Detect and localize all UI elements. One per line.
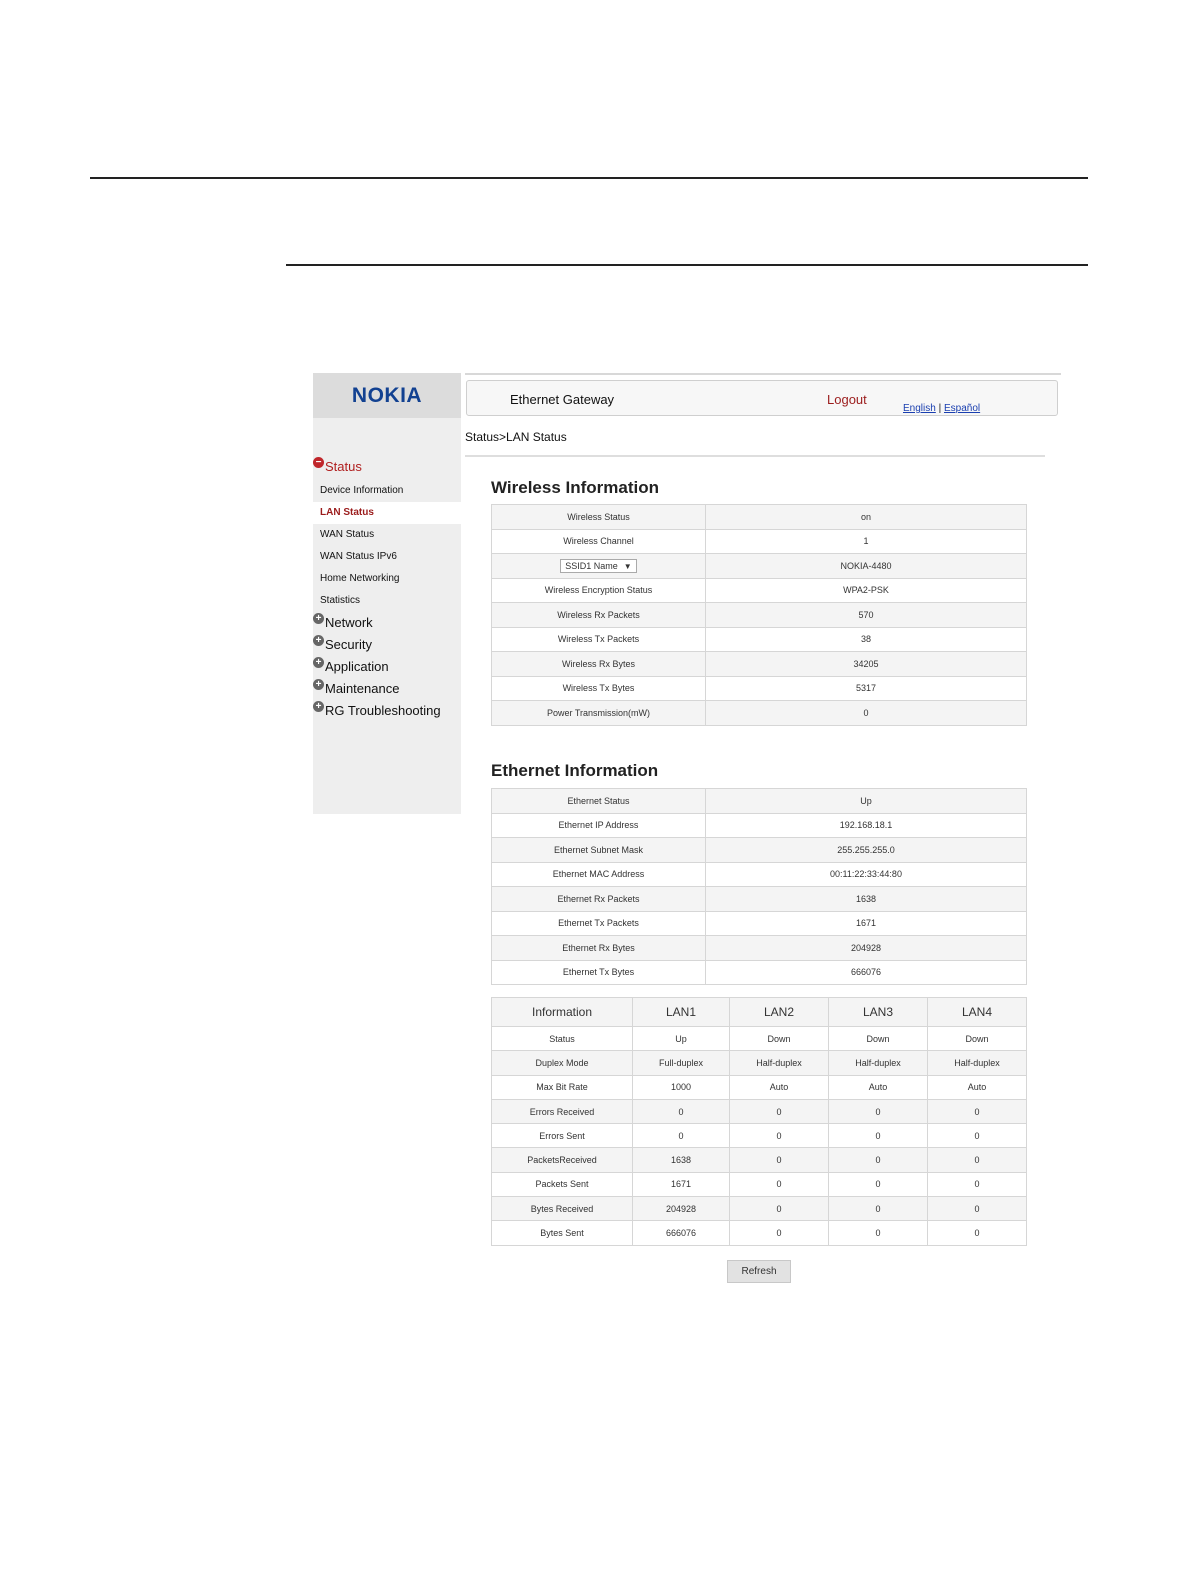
- row-label: Packets Sent: [492, 1172, 633, 1196]
- breadcrumb: Status>LAN Status: [465, 430, 567, 444]
- cell-value: 0: [829, 1172, 928, 1196]
- refresh-button[interactable]: Refresh: [727, 1260, 791, 1283]
- cell-value: Down: [730, 1027, 829, 1051]
- table-row: [492, 911, 1027, 936]
- cell-value: 0: [928, 1124, 1027, 1148]
- nav-maintenance[interactable]: [313, 681, 399, 696]
- cell-value: 0: [829, 1099, 928, 1123]
- table-row: [492, 936, 1027, 961]
- row-value: Up: [706, 789, 1027, 814]
- table-row: [492, 652, 1027, 677]
- nav-maintenance-label: Maintenance: [325, 681, 400, 696]
- row-value: 666076: [706, 960, 1027, 985]
- sidebar-item-home-networking[interactable]: Home Networking: [320, 573, 400, 584]
- nav-network-label: Network: [325, 615, 373, 630]
- row-label: Ethernet Status: [492, 789, 706, 814]
- ethernet-table: [491, 788, 1027, 985]
- column-header: Information: [492, 998, 633, 1027]
- row-label: Power Transmission(mW): [492, 701, 706, 726]
- cell-value: Half-duplex: [829, 1051, 928, 1075]
- nav-network[interactable]: [313, 615, 373, 630]
- table-row: [492, 1148, 1027, 1172]
- table-row: [492, 887, 1027, 912]
- nav-application-label: Application: [325, 659, 389, 674]
- nokia-logo: NOKIA: [351, 383, 423, 407]
- column-header: LAN1: [633, 998, 730, 1027]
- gateway-title: Ethernet Gateway: [510, 392, 615, 407]
- table-row: [492, 960, 1027, 985]
- cell-value: 0: [730, 1172, 829, 1196]
- row-value: 1: [706, 529, 1027, 554]
- header-bar: [466, 380, 1058, 416]
- ssid-cell: [492, 554, 706, 579]
- nav-rg-troubleshooting[interactable]: [313, 703, 441, 718]
- row-label: Ethernet Tx Bytes: [492, 960, 706, 985]
- minus-circle-icon: −: [313, 457, 324, 468]
- lang-separator: |: [938, 403, 942, 414]
- table-row: [492, 813, 1027, 838]
- table-row: [492, 701, 1027, 726]
- chevron-down-icon: ▼: [623, 561, 632, 571]
- column-header: LAN3: [829, 998, 928, 1027]
- row-label: Status: [492, 1027, 633, 1051]
- row-label: Wireless Rx Packets: [492, 603, 706, 628]
- table-row: [492, 1197, 1027, 1221]
- nav-security[interactable]: [313, 637, 372, 652]
- cell-value: Auto: [928, 1075, 1027, 1099]
- top-divider: [465, 373, 1061, 375]
- nav-application[interactable]: [313, 659, 389, 674]
- table-row: [492, 1124, 1027, 1148]
- plus-circle-icon: +: [313, 613, 324, 624]
- row-label: PacketsReceived: [492, 1148, 633, 1172]
- ethernet-section-title: Ethernet Information: [491, 761, 659, 780]
- row-value: 1671: [706, 911, 1027, 936]
- row-value: NOKIA-4480: [706, 554, 1027, 579]
- cell-value: Down: [829, 1027, 928, 1051]
- row-value: 204928: [706, 936, 1027, 961]
- logo-area: [313, 373, 461, 418]
- logout-link[interactable]: Logout: [827, 392, 867, 407]
- nav-status-label: Status: [325, 459, 362, 474]
- table-row: [492, 676, 1027, 701]
- table-row: [492, 1099, 1027, 1123]
- column-header: LAN2: [730, 998, 829, 1027]
- cell-value: 1000: [633, 1075, 730, 1099]
- nav-security-label: Security: [325, 637, 372, 652]
- row-value: 255.255.255.0: [706, 838, 1027, 863]
- row-value: 5317: [706, 676, 1027, 701]
- breadcrumb-divider: [465, 455, 1045, 457]
- plus-circle-icon: +: [313, 657, 324, 668]
- ssid-select-label: SSID1 Name: [565, 560, 618, 571]
- cell-value: 0: [829, 1197, 928, 1221]
- table-row: [492, 578, 1027, 603]
- nav-rg-troubleshooting-label: RG Troubleshooting: [325, 703, 441, 718]
- row-value: 1638: [706, 887, 1027, 912]
- row-label: Ethernet IP Address: [492, 813, 706, 838]
- row-label: Ethernet Rx Packets: [492, 887, 706, 912]
- cell-value: Half-duplex: [928, 1051, 1027, 1075]
- cell-value: 0: [730, 1221, 829, 1245]
- cell-value: 0: [730, 1099, 829, 1123]
- cell-value: Full-duplex: [633, 1051, 730, 1075]
- cell-value: 0: [633, 1124, 730, 1148]
- cell-value: 0: [829, 1124, 928, 1148]
- table-row: [492, 1051, 1027, 1075]
- cell-value: 0: [928, 1099, 1027, 1123]
- plus-circle-icon: +: [313, 635, 324, 646]
- table-row: [492, 529, 1027, 554]
- row-label: Ethernet Subnet Mask: [492, 838, 706, 863]
- router-screenshot: [313, 373, 1061, 1293]
- nav-status[interactable]: [313, 459, 362, 474]
- row-label: Errors Received: [492, 1099, 633, 1123]
- table-row: [492, 603, 1027, 628]
- table-row: [492, 1172, 1027, 1196]
- table-row: [492, 1027, 1027, 1051]
- row-value: on: [706, 505, 1027, 530]
- lang-english-link[interactable]: English: [903, 403, 936, 414]
- cell-value: 0: [730, 1124, 829, 1148]
- cell-value: 1638: [633, 1148, 730, 1172]
- wireless-table: [491, 504, 1027, 726]
- row-label: Wireless Tx Packets: [492, 627, 706, 652]
- cell-value: Up: [633, 1027, 730, 1051]
- row-label: Bytes Received: [492, 1197, 633, 1221]
- plus-circle-icon: +: [313, 701, 324, 712]
- cell-value: Auto: [829, 1075, 928, 1099]
- page-rule-top: [90, 177, 1088, 179]
- cell-value: 0: [633, 1099, 730, 1123]
- table-row: [492, 789, 1027, 814]
- cell-value: 0: [829, 1148, 928, 1172]
- cell-value: 0: [829, 1221, 928, 1245]
- row-label: Ethernet Rx Bytes: [492, 936, 706, 961]
- table-row: [492, 627, 1027, 652]
- row-label: Wireless Tx Bytes: [492, 676, 706, 701]
- table-row: [492, 1221, 1027, 1245]
- row-value: WPA2-PSK: [706, 578, 1027, 603]
- row-label: Wireless Channel: [492, 529, 706, 554]
- cell-value: 666076: [633, 1221, 730, 1245]
- lang-espanol-link[interactable]: Español: [943, 403, 981, 414]
- sidebar-item-lan-status[interactable]: LAN Status: [320, 507, 374, 518]
- lan-ports-table: [491, 997, 1027, 1246]
- table-row: [492, 838, 1027, 863]
- cell-value: 0: [928, 1197, 1027, 1221]
- cell-value: Down: [928, 1027, 1027, 1051]
- row-label: Ethernet Tx Packets: [492, 911, 706, 936]
- table-row: [492, 505, 1027, 530]
- cell-value: Half-duplex: [730, 1051, 829, 1075]
- language-switcher: [903, 403, 980, 414]
- row-value: 00:11:22:33:44:80: [706, 862, 1027, 887]
- row-label: Max Bit Rate: [492, 1075, 633, 1099]
- wireless-section-title: Wireless Information: [491, 478, 659, 497]
- row-value: 0: [706, 701, 1027, 726]
- plus-circle-icon: +: [313, 679, 324, 690]
- cell-value: 204928: [633, 1197, 730, 1221]
- row-value: 192.168.18.1: [706, 813, 1027, 838]
- sidebar-item-device-information[interactable]: Device Information: [320, 485, 404, 496]
- cell-value: Auto: [730, 1075, 829, 1099]
- sidebar-item-wan-status[interactable]: WAN Status: [320, 529, 375, 540]
- row-value: 38: [706, 627, 1027, 652]
- table-row: [492, 1075, 1027, 1099]
- page-rule-section: [286, 264, 1088, 266]
- sidebar-item-wan-status-ipv6[interactable]: WAN Status IPv6: [320, 551, 397, 562]
- row-label: Wireless Status: [492, 505, 706, 530]
- column-header: LAN4: [928, 998, 1027, 1027]
- cell-value: 0: [928, 1221, 1027, 1245]
- row-label: Bytes Sent: [492, 1221, 633, 1245]
- row-label: Duplex Mode: [492, 1051, 633, 1075]
- row-value: 34205: [706, 652, 1027, 677]
- table-row: [492, 554, 1027, 579]
- cell-value: 1671: [633, 1172, 730, 1196]
- cell-value: 0: [928, 1172, 1027, 1196]
- sidebar-item-statistics[interactable]: Statistics: [320, 595, 361, 606]
- cell-value: 0: [730, 1197, 829, 1221]
- row-label: Ethernet MAC Address: [492, 862, 706, 887]
- row-label: Errors Sent: [492, 1124, 633, 1148]
- row-label: Wireless Encryption Status: [492, 578, 706, 603]
- row-value: 570: [706, 603, 1027, 628]
- table-row: [492, 862, 1027, 887]
- ssid-select[interactable]: [560, 559, 636, 573]
- cell-value: 0: [928, 1148, 1027, 1172]
- row-label: Wireless Rx Bytes: [492, 652, 706, 677]
- cell-value: 0: [730, 1148, 829, 1172]
